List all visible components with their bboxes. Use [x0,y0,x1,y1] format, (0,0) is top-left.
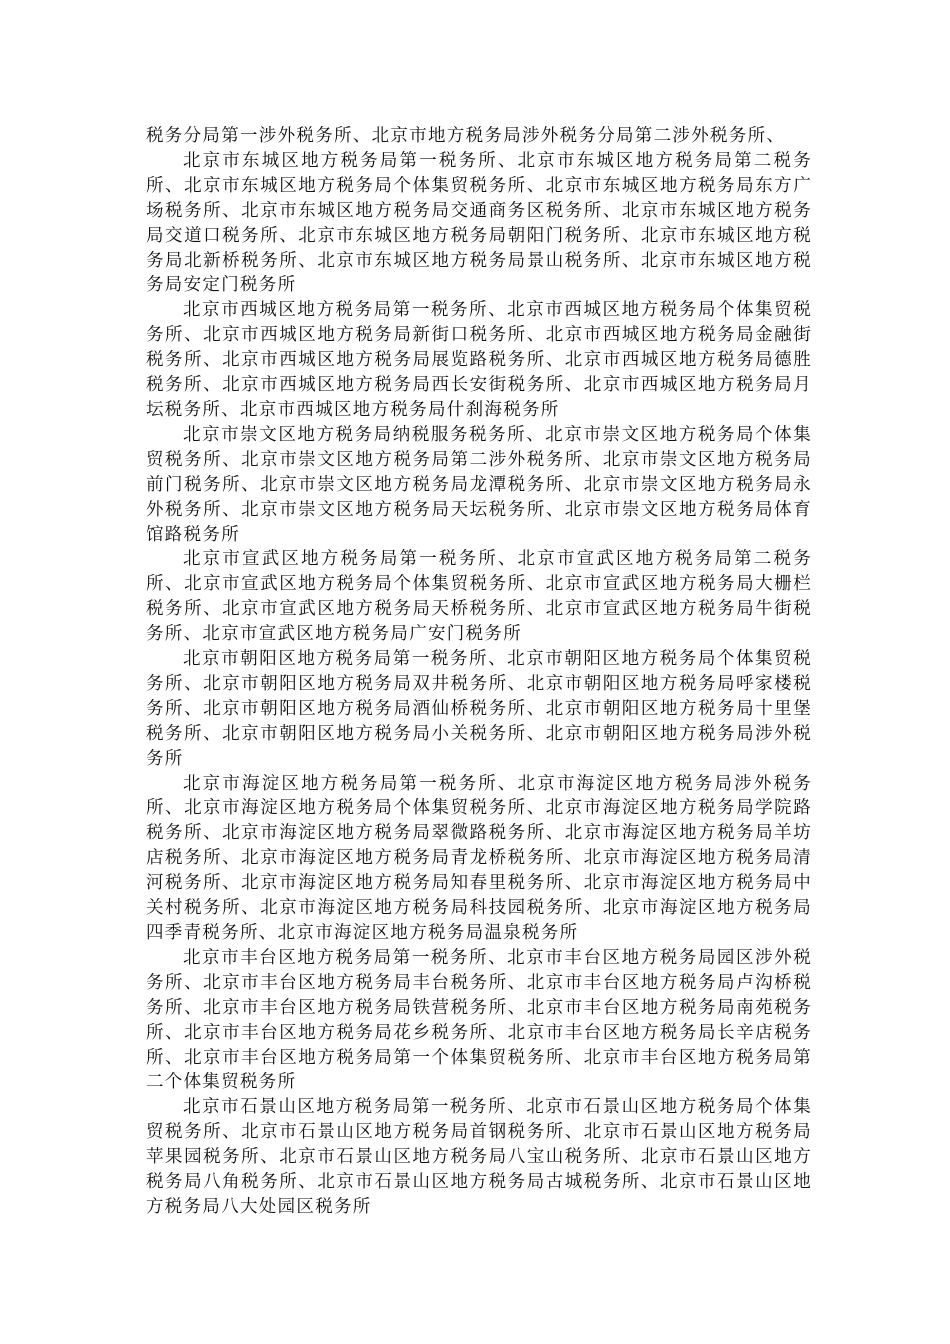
paragraph-chaoyang: 北京市朝阳区地方税务局第一税务所、北京市朝阳区地方税务局个体集贸税务所、北京市朝阳区地方税务局双井税务所、北京市朝阳区地方税务局呼家楼税务所、北京市朝阳区地方税务局酒仙桥税务所、北京市朝阳区地方税务局十里堡税务所、北京市朝阳区地方税务局小关税务所、北京市朝阳区地方税务局涉外税务所 [146,649,812,769]
paragraph-dongcheng: 北京市东城区地方税务局第一税务所、北京市东城区地方税务局第二税务所、北京市东城区地方税务局个体集贸税务所、北京市东城区地方税务局东方广场税务所、北京市东城区地方税务局交通商务区税务所、北京市东城区地方税务局交道口税务所、北京市东城区地方税务局朝阳门税务所、北京市东城区地方税务局北新桥税务所、北京市东城区地方税务局景山税务所、北京市东城区地方税务局安定门税务所 [146,150,812,296]
document-body [146,124,812,1220]
paragraph-fengtai: 北京市丰台区地方税务局第一税务所、北京市丰台区地方税务局园区涉外税务所、北京市丰台区地方税务局丰台税务所、北京市丰台区地方税务局卢沟桥税务所、北京市丰台区地方税务局铁营税务所、北京市丰台区地方税务局南苑税务所、北京市丰台区地方税务局花乡税务所、北京市丰台区地方税务局长辛店税务所、北京市丰台区地方税务局第一个体集贸税务所、北京市丰台区地方税务局第二个体集贸税务所 [146,947,812,1093]
paragraph-xuanwu: 北京市宣武区地方税务局第一税务所、北京市宣武区地方税务局第二税务所、北京市宣武区地方税务局个体集贸税务所、北京市宣武区地方税务局大栅栏税务所、北京市宣武区地方税务局天桥税务所、北京市宣武区地方税务局牛街税务所、北京市宣武区地方税务局广安门税务所 [146,549,812,645]
paragraph-shijingshan: 北京市石景山区地方税务局第一税务所、北京市石景山区地方税务局个体集贸税务所、北京市石景山区地方税务局首钢税务所、北京市石景山区地方税务局苹果园税务所、北京市石景山区地方税务局八宝山税务所、北京市石景山区地方税务局八角税务所、北京市石景山区地方税务局古城税务所、北京市石景山区地方税务局八大处园区税务所 [146,1097,812,1217]
paragraph-xicheng: 北京市西城区地方税务局第一税务所、北京市西城区地方税务局个体集贸税务所、北京市西城区地方税务局新街口税务所、北京市西城区地方税务局金融街税务所、北京市西城区地方税务局展览路税务所、北京市西城区地方税务局德胜税务所、北京市西城区地方税务局西长安街税务所、北京市西城区地方税务局月坛税务所、北京市西城区地方税务局什刹海税务所 [146,300,812,420]
paragraph-haidian: 北京市海淀区地方税务局第一税务所、北京市海淀区地方税务局涉外税务所、北京市海淀区地方税务局个体集贸税务所、北京市海淀区地方税务局学院路税务所、北京市海淀区地方税务局翠微路税务所、北京市海淀区地方税务局羊坊店税务所、北京市海淀区地方税务局青龙桥税务所、北京市海淀区地方税务局清河税务所、北京市海淀区地方税务局知春里税务所、北京市海淀区地方税务局中关村税务所、北京市海淀区地方税务局科技园税务所、北京市海淀区地方税务局四季青税务所、北京市海淀区地方税务局温泉税务所 [146,773,812,943]
paragraph-continuation: 税务分局第一涉外税务所、北京市地方税务局涉外税务分局第二涉外税务所、 [146,126,786,146]
paragraph-chongwen: 北京市崇文区地方税务局纳税服务税务所、北京市崇文区地方税务局个体集贸税务所、北京市崇文区地方税务局第二涉外税务所、北京市崇文区地方税务局前门税务所、北京市崇文区地方税务局龙潭税务所、北京市崇文区地方税务局永外税务所、北京市崇文区地方税务局天坛税务所、北京市崇文区地方税务局体育馆路税务所 [146,424,812,545]
